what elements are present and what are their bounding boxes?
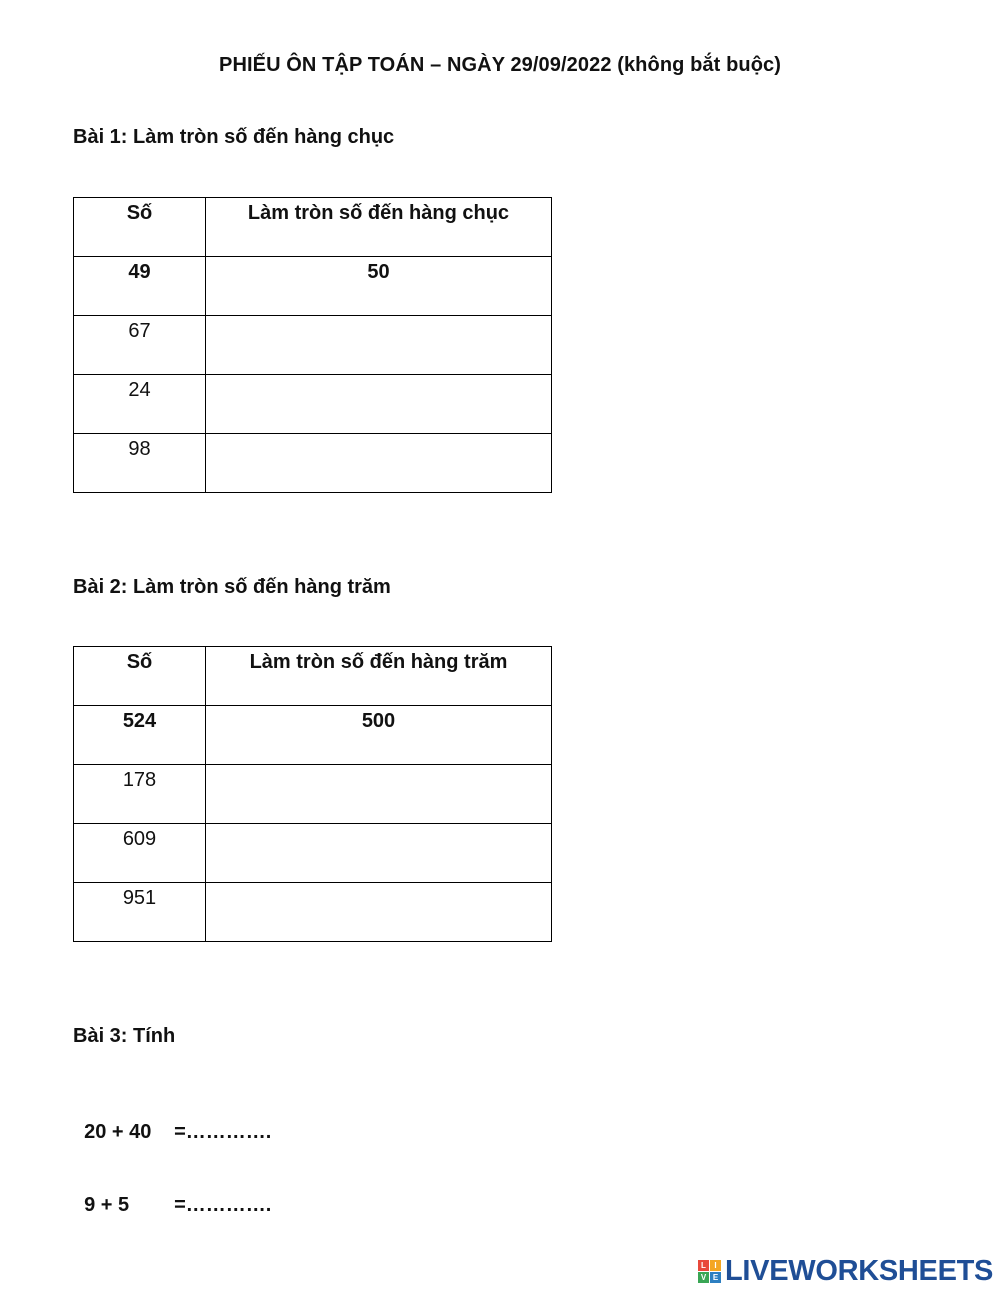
table-row xyxy=(74,375,552,434)
column-header-number: Số xyxy=(74,647,206,706)
logo-mark-tile: E xyxy=(710,1272,721,1283)
logo-mark-tile: I xyxy=(710,1260,721,1271)
exercise-3-heading: Bài 3: Tính xyxy=(73,1025,176,1047)
number-cell: 24 xyxy=(74,375,206,434)
number-cell: 98 xyxy=(74,434,206,493)
number-cell: 49 xyxy=(74,257,206,316)
answer-cell[interactable] xyxy=(206,824,552,883)
exercise-1-table xyxy=(73,197,552,493)
exercise-2-heading: Bài 2: Làm tròn số đến hàng trăm xyxy=(73,576,391,598)
calculation-line xyxy=(73,1098,271,1144)
calculation-expression: 20 + 40 xyxy=(84,1121,152,1143)
logo-mark-tile: L xyxy=(698,1260,709,1271)
number-cell: 609 xyxy=(74,824,206,883)
logo-text: LIVEWORKSHEETS xyxy=(725,1254,994,1287)
calculation-answer-blank[interactable]: =…………. xyxy=(174,1194,272,1216)
exercise-1-heading: Bài 1: Làm tròn số đến hàng chục xyxy=(73,126,395,148)
table-row-example xyxy=(74,706,552,765)
answer-cell: 500 xyxy=(206,706,552,765)
number-cell: 178 xyxy=(74,765,206,824)
column-header-rounded: Làm tròn số đến hàng trăm xyxy=(206,647,552,706)
table-row xyxy=(74,316,552,375)
column-header-number: Số xyxy=(74,198,206,257)
answer-cell[interactable] xyxy=(206,316,552,375)
calculation-answer-blank[interactable]: =…………. xyxy=(174,1121,272,1143)
table-row xyxy=(74,434,552,493)
number-cell: 524 xyxy=(74,706,206,765)
table-header-row xyxy=(74,198,552,257)
logo-mark-icon xyxy=(698,1260,721,1283)
table-header-row xyxy=(74,647,552,706)
answer-cell: 50 xyxy=(206,257,552,316)
calculation-line xyxy=(73,1171,271,1217)
table-row xyxy=(74,883,552,942)
table-row xyxy=(74,824,552,883)
table-row-example xyxy=(74,257,552,316)
liveworksheets-logo xyxy=(698,1255,993,1287)
column-header-rounded: Làm tròn số đến hàng chục xyxy=(206,198,552,257)
answer-cell[interactable] xyxy=(206,883,552,942)
table-row xyxy=(74,765,552,824)
logo-mark-tile: V xyxy=(698,1272,709,1283)
answer-cell[interactable] xyxy=(206,375,552,434)
worksheet-title: PHIẾU ÔN TẬP TOÁN – NGÀY 29/09/2022 (không bắt buộc) xyxy=(219,54,781,76)
answer-cell[interactable] xyxy=(206,765,552,824)
number-cell: 951 xyxy=(74,883,206,942)
exercise-2-table xyxy=(73,646,552,942)
answer-cell[interactable] xyxy=(206,434,552,493)
number-cell: 67 xyxy=(74,316,206,375)
calculation-expression: 9 + 5 xyxy=(84,1194,130,1216)
